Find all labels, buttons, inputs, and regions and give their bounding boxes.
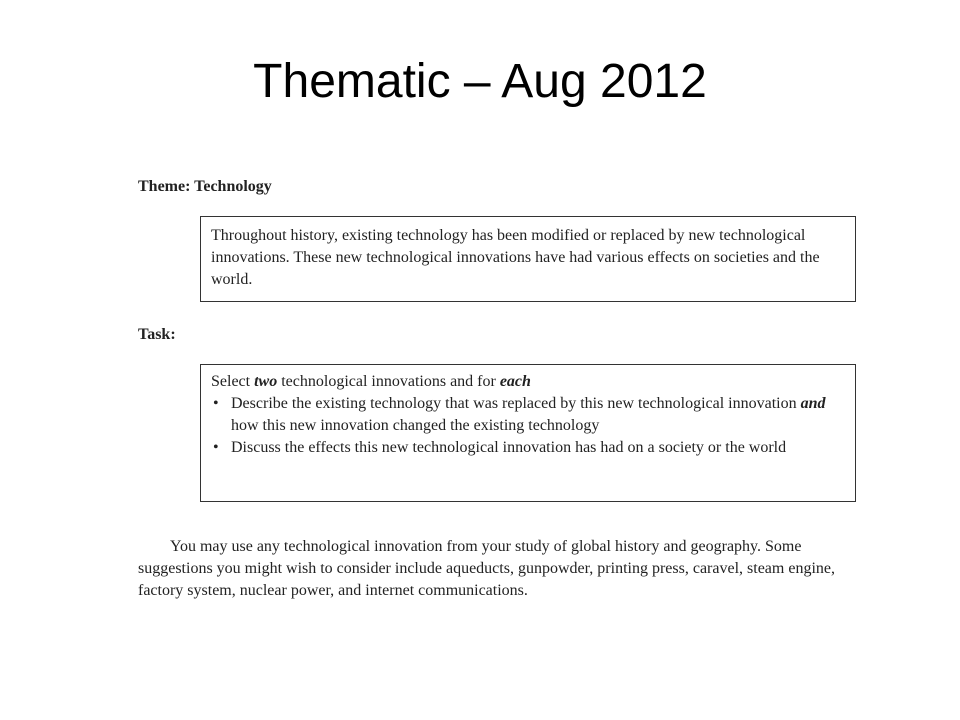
suggestions-note: You may use any technological innovation from your study of global history and geography. Some suggestions you might wish to consider include aqueducts, gunpowder, printing press, caravel, steam engine, factory system, nuclear power, and internet communications. <box>138 538 835 599</box>
task-heading: Task: <box>138 326 176 343</box>
task-intro-emphasis-each: each <box>499 373 531 390</box>
theme-text: Throughout history, existing technology has been modified or replaced by new technological innovations. These new technological innovations have had various effects on societies and the world. <box>211 227 820 288</box>
task-bullet-discuss <box>211 437 845 459</box>
bullet-describe-text-2: how this new innovation changed the existing technology <box>231 417 600 434</box>
task-box <box>200 364 856 502</box>
theme-box <box>200 216 856 302</box>
bullet-discuss-text: Discuss the effects this new technological innovation has had on a society or the world <box>231 439 787 456</box>
task-bullet-list <box>211 393 845 459</box>
bullet-describe-text-1: Describe the existing technology that was replaced by this new technological innovation <box>231 395 801 412</box>
theme-heading: Theme: Technology <box>138 178 272 195</box>
task-intro <box>211 371 845 393</box>
task-intro-emphasis-two: two <box>254 373 278 390</box>
task-intro-text-1: Select <box>211 373 255 390</box>
task-bullet-describe <box>211 393 845 437</box>
document-scan <box>138 174 868 614</box>
bullet-describe-emphasis-and: and <box>800 395 826 412</box>
slide-title: Thematic – Aug 2012 <box>253 55 707 108</box>
task-intro-text-2: technological innovations and for <box>277 373 500 390</box>
